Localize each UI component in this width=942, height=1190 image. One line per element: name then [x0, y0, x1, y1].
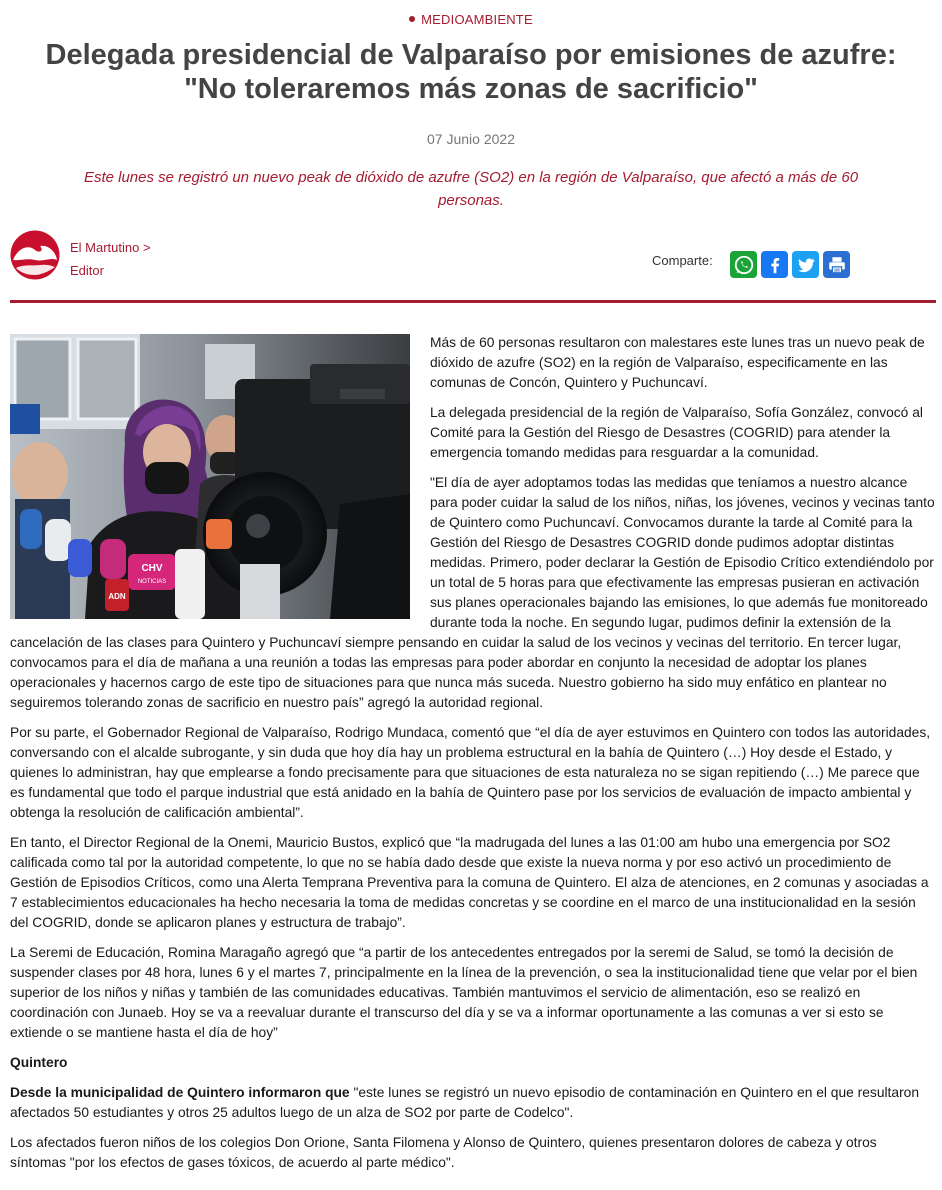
print-icon[interactable] [823, 251, 850, 278]
article-paragraph-8: Los afectados fueron niños de los colegios Don Orione, Santa Filomena y Alonso de Quintero, quienes presentaron dolores de cabeza y otros síntomas "por los efectos de gases tóxicos, de acuerdo al parte médico". [10, 1135, 877, 1170]
article-paragraph-2: La delegada presidencial de la región de Valparaíso, Sofía González, convocó al Comité para la Gestión del Riesgo de Desastres (COGRID) para atender la emergencia tomando medidas para resguardar a la comunidad. [430, 405, 923, 460]
subheading-text: Quintero [10, 1055, 68, 1070]
facebook-icon[interactable] [761, 251, 788, 278]
author-avatar-icon[interactable] [10, 230, 60, 280]
article-paragraph-5: En tanto, el Director Regional de la Onemi, Mauricio Bustos, explicó que “la madrugada del lunes a las 01:00 am hubo una emergencia por SO2 calificada como tal por la autoridad competente, lo que no se había dado desde que existe la nueva norma y por eso activó un procedimiento de Gestión de Episodios Críticos, como una Alerta Temprana Preventiva para la comuna de Quintero. El alza de atenciones, en 2 comunas y asociadas a 7 establecimientos educacionales ha hecho necesaria la toma de medidas concretas y se coordine en el marco de una institucionalidad en la sesión del COGRID, donde se aplicaron planes y estructura de trabajo”. [10, 835, 929, 930]
share-label: Comparte: [652, 253, 713, 268]
article-paragraph-3: "El día de ayer adoptamos todas las medidas que teníamos a nuestro alcance para poder cuidar la salud de los niños, niñas, los jóvenes, vecinos y vecinas tanto de Quintero como Puchuncaví. Convocamos durante la tarde al Comité para la Gestión del Riesgo de Desastres COGRID donde pudimos adoptar distintas medidas. Primero, poder declarar la Gestión de Episodio Crítico extendiéndolo por un total de 5 horas para que efectivamente las empresas pusieran en activación sus planes operacionales bajando las emisiones, lo que además fue monitoreado durante toda la noche. En segundo lugar, pudimos definir la extensión de la cancelación de las clases para Quintero y Puchuncaví siempre pensando en cuidar la salud de los vecinos y vecinas del territorio. En tercer lugar, convocamos para el día de mañana a una reunión a todas las empresas para poder abordar en conjunto la necesidad de adoptar los planes operacionales y hacernos cargo de este tipo de situaciones para que nunca más suceda. Nuestro gobierno ha sido muy enfático en plantear no seguiremos tolerando zonas de sacrificio en nuestro país” agregó la autoridad regional. [10, 475, 935, 710]
mic-label-adn: ADN [108, 592, 126, 601]
page-title: Delegada presidencial de Valparaíso por emisiones de azufre: "No toleraremos más zonas de sacrificio" [45, 39, 897, 105]
paragraph-7-bold: Desde la municipalidad de Quintero informaron que [10, 1085, 350, 1100]
mic-label-chv: CHV [141, 563, 163, 574]
category-dot-icon [409, 16, 415, 22]
author-role: Editor [70, 263, 104, 278]
author-name-link[interactable]: El Martutino > [70, 240, 151, 255]
mic-label-noticias: NOTICIAS [137, 579, 167, 585]
whatsapp-icon[interactable] [730, 251, 757, 278]
header-divider [10, 300, 936, 303]
article-paragraph-4: Por su parte, el Gobernador Regional de Valparaíso, Rodrigo Mundaca, comentó que “el día de ayer estuvimos en Quintero con todos las autoridades, conversando con el alcalde subrogante, y sin duda que hoy día hay un problema estructural en la bahía de Quintero (…) Hoy desde el Estado, y quienes lo administran, hay que emplearse a fondo precisamente para que situaciones de esta naturaleza no se sigan repitiendo (…) Me parece que es fundamental que todo el parque industrial que está anidado en la bahía de Quintero pase por los servicios de evaluación de impacto ambiental y obtenga la resolución de calificación ambiental”. [10, 725, 931, 820]
share-bar [652, 250, 872, 282]
twitter-icon[interactable] [792, 251, 819, 278]
press-conference-photo[interactable] [10, 334, 410, 619]
paragraph-7-text: "este lunes se registró un nuevo episodio de contaminación en Quintero en el que resultaron afectados 50 estudiantes y otros 25 adultos luego de un alza de SO2 por parte de Codelco". [10, 1085, 920, 1120]
author-block [10, 230, 310, 282]
article-paragraph-6: La Seremi de Educación, Romina Maragaño agregó que “a partir de los antecedentes entregados por la seremi de Salud, se tomó la decisión de suspender clases por 48 hora, lunes 6 y el martes 7, principalmente en la línea de la prevención, o sea la institucionalidad tiene que velar por el bien superior de los niños y niñas y también de las comunidades educativas. También mantuvimos el servicio de alimentación, eso se realizó en coordinación con Junaeb. Hoy se va a reevaluar durante el transcurso del día y se va a informar oportunamente a las comunas a ver si esto se extiende o se mantiene hasta el día de hoy” [10, 945, 918, 1040]
article-subheading [10, 1053, 936, 1073]
article-body [10, 333, 936, 1183]
article-paragraph-7 [10, 1083, 936, 1123]
category-text: MEDIOAMBIENTE [421, 12, 533, 27]
publish-date: 07 Junio 2022 [427, 131, 515, 147]
article-lead: Este lunes se registró un nuevo peak de dióxido de azufre (SO2) en la región de Valparaíso, que afectó a más de 60 personas. [83, 169, 859, 209]
article-paragraph-1: Más de 60 personas resultaron con malestares este lunes tras un nuevo peak de dióxido de azufre (SO2) en la región de Valparaíso, especificamente en las comunas de Concón, Quintero y Puchuncaví. [430, 335, 925, 390]
category-label[interactable] [0, 12, 942, 27]
